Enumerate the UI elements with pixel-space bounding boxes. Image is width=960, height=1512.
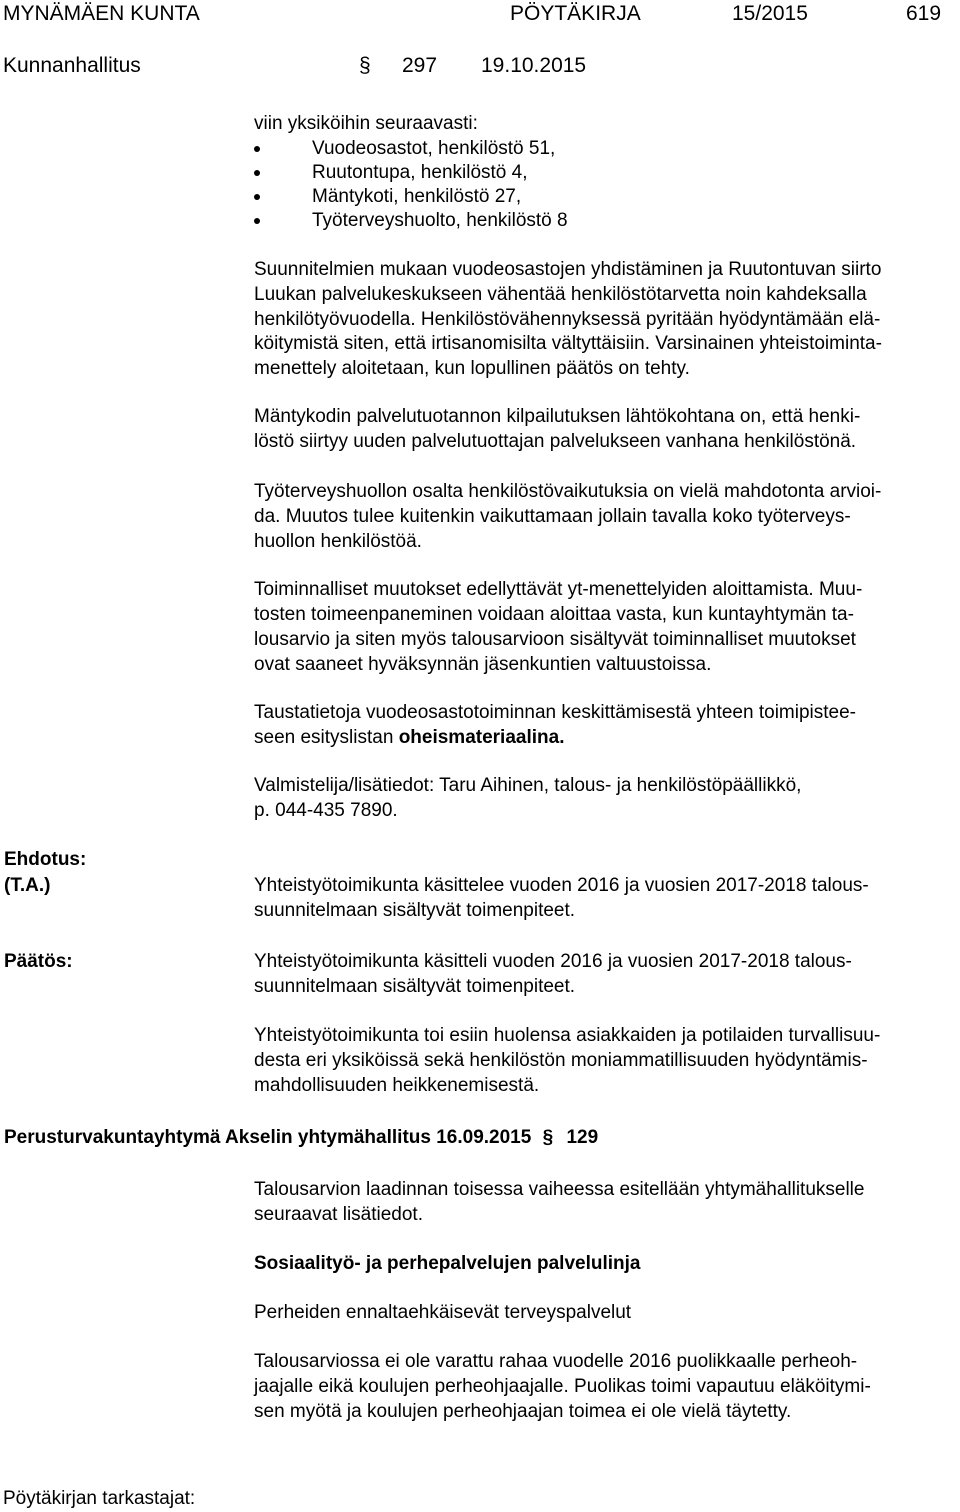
text-line: suunnitelmaan sisältyvät toimenpiteet. bbox=[254, 976, 576, 997]
document-type: PÖYTÄKIRJA bbox=[510, 2, 641, 25]
bullet-icon bbox=[254, 170, 260, 176]
text-line: lousarvio ja siten myös talousarvioon sisältyvät toiminnalliset muutokset bbox=[254, 629, 856, 650]
text-line: Yhteistyötoimikunta käsitteli vuoden 2016 ja vuosien 2017-2018 talous- bbox=[254, 951, 852, 972]
bullet-icon bbox=[254, 194, 260, 200]
section-sign: § bbox=[359, 54, 371, 77]
text-line: löstö siirtyy uuden palvelutuottajan palvelukseen vanhana henkilöstönä. bbox=[254, 431, 857, 452]
text-line: Taustatietoja vuodeosastotoiminnan keskittämisestä yhteen toimipistee- bbox=[254, 702, 856, 723]
text-line: seuraavat lisätiedot. bbox=[254, 1204, 423, 1225]
text-line: suunnitelmaan sisältyvät toimenpiteet. bbox=[254, 900, 576, 921]
meeting-date: 19.10.2015 bbox=[481, 54, 587, 77]
section-number: 297 bbox=[402, 54, 438, 77]
body-name: Kunnanhallitus bbox=[3, 54, 141, 77]
text-line: sen myötä ja koulujen perheohjaajan toimea ei ole vielä täytetty. bbox=[254, 1401, 792, 1422]
text-line: p. 044-435 7890. bbox=[254, 800, 398, 821]
section-sign: § bbox=[542, 1127, 554, 1148]
intro-lead: viin yksiköihin seuraavasti: bbox=[254, 113, 478, 134]
text-line: desta eri yksiköissä sekä henkilöstön moniammatillisuuden hyödyntämis- bbox=[254, 1050, 868, 1071]
proposal-author: (T.A.) bbox=[4, 875, 51, 896]
text-line: Talousarviossa ei ole varattu rahaa vuodelle 2016 puolikkaalle perheoh- bbox=[254, 1351, 858, 1372]
text-line bbox=[254, 726, 564, 750]
text-line: Valmistelija/lisätiedot: Taru Aihinen, talous- ja henkilöstöpäällikkö, bbox=[254, 775, 802, 796]
text-line: ovat saaneet hyväksynnän jäsenkuntien valtuustoissa. bbox=[254, 654, 712, 675]
page-number: 619 bbox=[906, 2, 942, 25]
text-span: seen esityslistan bbox=[254, 727, 399, 748]
proposal-label: Ehdotus: bbox=[4, 849, 87, 870]
decision-label: Päätös: bbox=[4, 951, 73, 972]
subheading: Sosiaalityö- ja perhepalvelujen palvelulinja bbox=[254, 1253, 641, 1274]
text-line: Luukan palvelukeskukseen vähentää henkilöstötarvetta noin kahdeksalla bbox=[254, 284, 867, 305]
text-line: Työterveyshuollon osalta henkilöstövaikutuksia on vielä mahdotonta arvioi- bbox=[254, 481, 882, 502]
heading-text: Perusturvakuntayhtymä Akselin yhtymähallitus 16.09.2015 bbox=[4, 1127, 532, 1148]
text-line: mahdollisuuden heikkenemisestä. bbox=[254, 1075, 540, 1096]
text-line: köitymistä siten, että irtisanomisilta vältyttäisiin. Varsinainen yhteistoiminta- bbox=[254, 333, 882, 354]
attachment-reference: oheismateriaalina. bbox=[398, 727, 565, 748]
issue-number: 15/2015 bbox=[732, 2, 808, 25]
subsubheading: Perheiden ennaltaehkäisevät terveyspalvelut bbox=[254, 1302, 632, 1323]
text-line: Suunnitelmien mukaan vuodeosastojen yhdistäminen ja Ruutontuvan siirto bbox=[254, 259, 882, 280]
section2-heading bbox=[4, 1125, 598, 1151]
text-line: menettely aloitetaan, kun lopullinen päätös on tehty. bbox=[254, 358, 690, 379]
text-line: huollon henkilöstöä. bbox=[254, 531, 422, 552]
text-line: Yhteistyötoimikunta käsittelee vuoden 2016 ja vuosien 2017-2018 talous- bbox=[254, 875, 869, 896]
text-line: Toiminnalliset muutokset edellyttävät yt-menettelyiden aloittamista. Muu- bbox=[254, 579, 863, 600]
municipality-name: MYNÄMÄEN KUNTA bbox=[3, 2, 200, 25]
text-line: tosten toimeenpaneminen voidaan aloittaa vasta, kun kuntayhtymän ta- bbox=[254, 604, 854, 625]
text-line: Mäntykodin palvelutuotannon kilpailutuksen lähtökohtana on, että henki- bbox=[254, 406, 861, 427]
reviewers-label: Pöytäkirjan tarkastajat: bbox=[3, 1488, 196, 1509]
bullet-icon bbox=[254, 218, 260, 224]
text-line: henkilötyövuodella. Henkilöstövähennyksessä pyritään hyödyntämään elä- bbox=[254, 309, 881, 330]
text-line: jaajalle eikä koulujen perheohjaajalle. Puolikas toimi vapautuu eläköitymi- bbox=[254, 1376, 871, 1397]
text-line: Yhteistyötoimikunta toi esiin huolensa asiakkaiden ja potilaiden turvallisuu- bbox=[254, 1025, 881, 1046]
bullet-icon bbox=[254, 146, 260, 152]
section-number: 129 bbox=[566, 1127, 599, 1148]
text-line: da. Muutos tulee kuitenkin vaikuttamaan jollain tavalla koko työterveys- bbox=[254, 506, 851, 527]
text-line: Talousarvion laadinnan toisessa vaiheessa esitellään yhtymähallitukselle bbox=[254, 1179, 865, 1200]
